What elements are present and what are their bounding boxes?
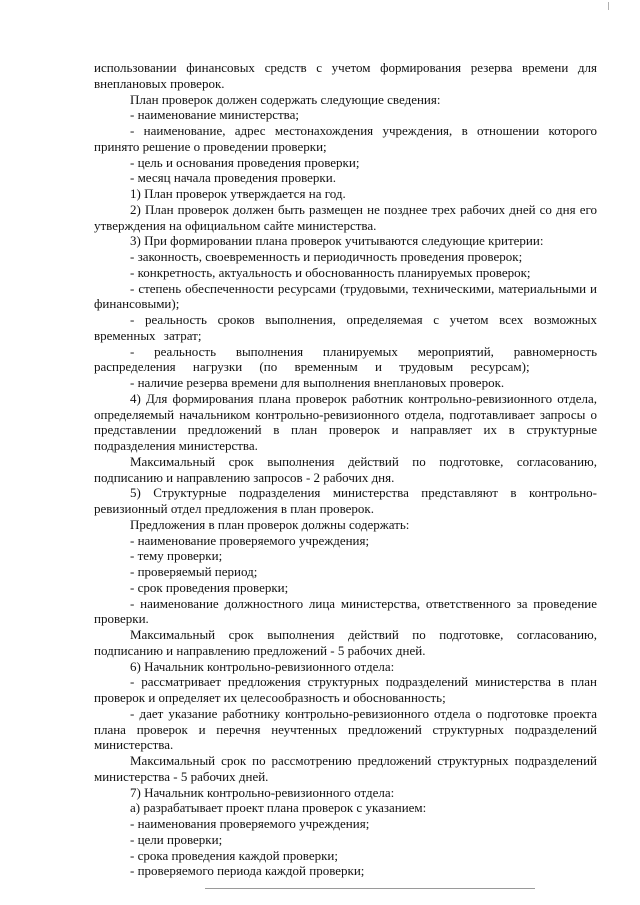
list-item: - степень обеспеченности ресурсами (трудовыми, техническими, материальными и финансовыми); [94, 280, 597, 312]
list-item: а) разрабатывает проект плана проверок с указанием: [130, 800, 427, 816]
list-item: - наименование проверяемого учреждения; [130, 532, 370, 548]
paragraph: Предложения в план проверок должны содержать: [130, 516, 410, 532]
paragraph: 3) При формировании плана проверок учитываются следующие критерии: [130, 233, 544, 249]
list-item: - законность, своевременность и периодичность проведения проверок; [130, 249, 523, 264]
list-item: - наименование министерства; [130, 107, 300, 123]
list-item: - цель и основания проведения проверки; [130, 154, 360, 170]
list-item: - рассматривает предложения структурных подразделений министерства в план проверок и определяет их целесообразность и обоснованность; [94, 674, 597, 705]
paragraph: 4) Для формирования плана проверок работник контрольно-ревизионного отдела, определяемый начальником контрольно-ревизионного отдела, подготавливает запросы о представлении предложений в план проверок и направляет их в структурные подразделения министерства. [94, 390, 597, 453]
list-item: - наименование должностного лица министерства, ответственного за проведение проверки. [94, 595, 597, 627]
footer-rule [205, 888, 535, 889]
paragraph: Максимальный срок по рассмотрению предложений структурных подразделений министерства - 5 рабочих дней. [94, 753, 597, 784]
list-item: - цели проверки; [130, 831, 223, 847]
paragraph: 2) План проверок должен быть размещен не позднее трех рабочих дней со дня его утверждения на официальном сайте министерства. [94, 201, 597, 233]
paragraph: 5) Структурные подразделения министерства представляют в контрольно-ревизионный отдел предложения в план проверок. [94, 485, 597, 516]
list-item: - наличие резерва времени для выполнения внеплановых проверок. [130, 375, 505, 390]
list-item: - наименования проверяемого учреждения; [130, 816, 370, 831]
paragraph: 7) Начальник контрольно-ревизионного отдела: [130, 784, 395, 800]
list-item: - реальность сроков выполнения, определяемая с учетом всех возможных временных затрат; [94, 312, 597, 343]
paragraph: Максимальный срок выполнения действий по подготовке, согласованию, подписанию и направлению запросов - 2 рабочих дня. [94, 453, 597, 485]
paragraph: 1) План проверок утверждается на год. [130, 186, 346, 201]
paragraph: 6) Начальник контрольно-ревизионного отдела: [130, 658, 395, 674]
list-item: - наименование, адрес местонахождения учреждения, в отношении которого принято решение о проведении проверки; [94, 123, 597, 154]
paragraph: План проверок должен содержать следующие сведения: [130, 91, 441, 107]
list-item: - тему проверки; [130, 548, 223, 564]
list-item: - проверяемого периода каждой проверки; [130, 863, 365, 879]
list-item: - срока проведения каждой проверки; [130, 847, 338, 863]
list-item: - срок проведения проверки; [130, 579, 289, 595]
list-item: - проверяемый период; [130, 564, 258, 579]
list-item: - конкретность, актуальность и обоснованность планируемых проверок; [130, 264, 531, 280]
list-item: - дает указание работнику контрольно-ревизионного отдела о подготовке проекта плана проверок и перечня неучтенных предложений структурных подразделений министерства. [94, 705, 597, 753]
list-item: - месяц начала проведения проверки. [130, 170, 336, 186]
document-body [94, 60, 597, 879]
scan-mark [608, 2, 609, 10]
paragraph: использовании финансовых средств с учетом формирования резерва времени для внеплановых проверок. [94, 60, 597, 91]
list-item: - реальность выполнения планируемых мероприятий, равномерность распределения нагрузки (по временным и трудовым ресурсам); [94, 343, 597, 375]
paragraph: Максимальный срок выполнения действий по подготовке, согласованию, подписанию и направлению предложений - 5 рабочих дней. [94, 627, 597, 658]
